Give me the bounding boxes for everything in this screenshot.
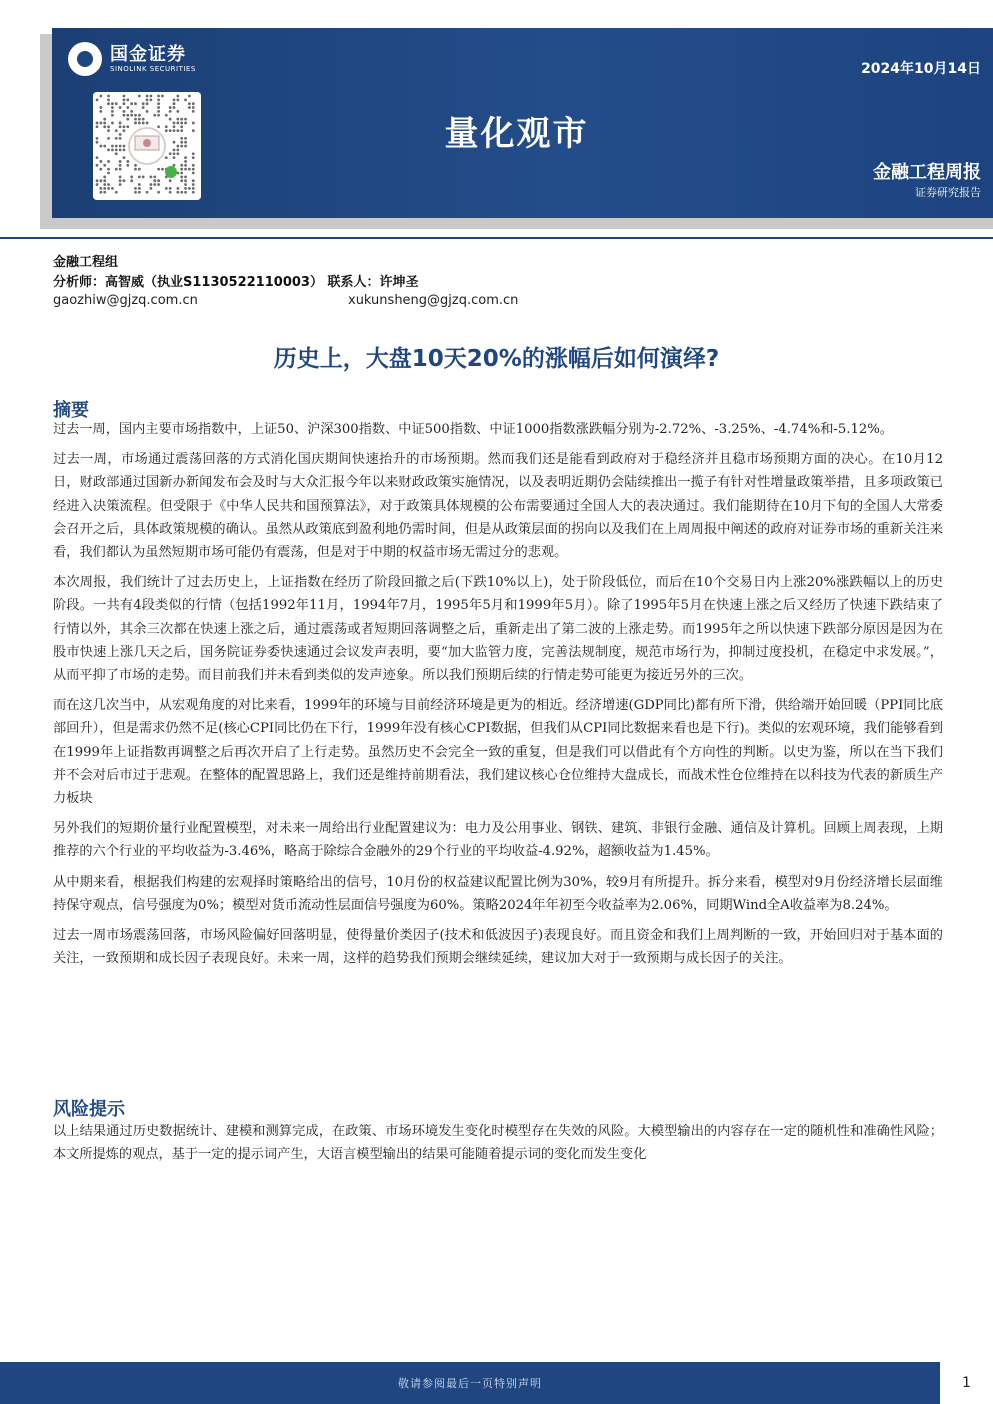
logo-name-cn: 国金证券 bbox=[110, 43, 186, 65]
risk-paragraph: 以上结果通过历史数据统计、建模和测算完成，在政策、市场环境发生变化时模型存在失效的风险。大模型输出的内容存在一定的随机性和准确性风险；本文所提炼的观点，基于一定的提示词产生，大语言模型输出的结果可能随着提示词的变化而发生变化 bbox=[53, 1124, 943, 1163]
risk-body bbox=[53, 1120, 943, 1173]
abstract-paragraph: 从中期来看，根据我们构建的宏观择时策略给出的信号，10月份的权益建议配置比例为30%，较9月有所提升。拆分来看，模型对9月份经济增长层面维持保守观点，信号强度为0%；模型对货币流动性层面信号强度为60%。策略2024年年初至今收益率为2.06%，同期Wind全A收益率为8.24%。 bbox=[53, 874, 943, 913]
footer-notice: 敬请参阅最后一页特别声明 bbox=[398, 1377, 542, 1390]
report-date: 2024年10月14日 bbox=[861, 61, 981, 77]
logo-name-en: SINOLINK SECURITIES bbox=[110, 64, 196, 73]
team-group: 金融工程组 bbox=[53, 255, 119, 270]
analyst-names: 分析师：高智威（执业S1130522110003） 联系人：许坤圣 bbox=[53, 275, 419, 290]
logo-mark-icon bbox=[68, 42, 102, 76]
abstract-paragraph: 另外我们的短期价量行业配置模型，对未来一周给出行业配置建议为：电力及公用事业、钢铁、建筑、非银行金融、通信及计算机。回顾上周表现，上期推荐的六个行业的平均收益为-3.46%，略高于除综合金融外的29个行业的平均收益-4.92%，超额收益为1.45%。 bbox=[53, 821, 943, 860]
abstract-paragraph: 过去一周市场震荡回落，市场风险偏好回落明显，使得量价类因子(技术和低波因子)表现良好。而且资金和我们上周判断的一致，开始回归对于基本面的关注，一致预期和成长因子表现良好。未来一周，这样的趋势我们预期会继续延续，建议加大对于一致预期与成长因子的关注。 bbox=[53, 928, 943, 967]
report-headline: 历史上，大盘10天20%的涨幅后如何演绎? bbox=[273, 346, 720, 372]
analyst-info bbox=[53, 253, 418, 293]
abstract-paragraph: 而在这几次当中，从宏观角度的对比来看，1999年的环境与目前经济环境是更为的相近。经济增速(GDP同比)都有所下滑，供给端开始回暖（PPI同比底部回升），但是需求仍然不足(核心CPI同比仍在下行，1999年没有核心CPI数据，但我们从CPI同比数据来看也是下行)。类似的宏观环境，我们能够看到在1999年上证指数再调整之后再次开启了上行走势。虽然历史不会完全一致的重复，但是我们可以借此有个方向性的判断。以史为鉴，所以在当下我们并不会对后市过于悲观。在整体的配置思路上，我们还是维持前期看法，我们建议核心仓位维持大盘成长，而战术性仓位维持在以科技为代表的新质生产力板块 bbox=[53, 698, 943, 807]
contact-email[interactable]: xukunsheng@gjzq.com.cn bbox=[348, 293, 519, 308]
analyst-email[interactable]: gaozhiw@gjzq.com.cn bbox=[53, 293, 198, 308]
abstract-paragraph: 过去一周，国内主要市场指数中，上证50、沪深300指数、中证500指数、中证1000指数涨跌幅分别为-2.72%、-3.25%、-4.74%和-5.12%。 bbox=[53, 422, 893, 437]
abstract-paragraph: 本次周报，我们统计了过去历史上，上证指数在经历了阶段回撤之后(下跌10%以上)，处于阶段低位，而后在10个交易日内上涨20%涨跌幅以上的历史阶段。一共有4段类似的行情（包括1992年11月，1994年7月，1995年5月和1999年5月）。除了1995年5月在快速上涨之后又经历了快速下跌结束了行情以外，其余三次都在快速上涨之后，通过震荡或者短期回落调整之后，重新走出了第二波的上涨走势。而1995年之所以快速下跌部分原因是因为在股市快速上涨几天之后，国务院证券委快速通过会议发声表明，要“加大监管力度，完善法规制度，规范市场行为，抑制过度投机，在稳定中求发展。”，从而平抑了市场的走势。而目前我们并未看到类似的发声迹象。所以我们预期后续的行情走势可能更为接近另外的三次。 bbox=[53, 575, 943, 684]
footer-bar bbox=[0, 1362, 940, 1404]
page-number: 1 bbox=[962, 1375, 971, 1391]
report-subtype: 证券研究报告 bbox=[915, 186, 981, 199]
risk-heading: 风险提示 bbox=[53, 1099, 125, 1120]
header-divider bbox=[0, 237, 993, 239]
analyst-line bbox=[53, 273, 418, 293]
abstract-body bbox=[53, 418, 943, 977]
report-title: 量化观市 bbox=[444, 114, 589, 154]
abstract-paragraph: 过去一周，市场通过震荡回落的方式消化国庆期间快速抬升的市场预期。然而我们还是能看到政府对于稳经济并且稳市场预期方面的决心。在10月12日，财政部通过国新办新闻发布会及时与大众汇报今年以来财政政策实施情况，以及表明近期仍会陆续推出一揽子有针对性增量政策举措，且多项政策已经进入决策流程。但受限于《中华人民共和国预算法》，对于政策具体规模的公布需要通过全国人大的表决通过。我们能期待在10月下旬的全国人大常委会召开之后，具体政策规模的确认。虽然从政策底到盈利地仍需时间，但是从政策层面的拐向以及我们在上周周报中阐述的政府对证券市场的重新关注来看，我们都认为虽然短期市场可能仍有震荡，但是对于中期的权益市场无需过分的悲观。 bbox=[53, 452, 943, 561]
abstract-heading: 摘要 bbox=[53, 400, 89, 421]
report-type: 金融工程周报 bbox=[873, 162, 981, 183]
company-logo bbox=[68, 42, 196, 76]
